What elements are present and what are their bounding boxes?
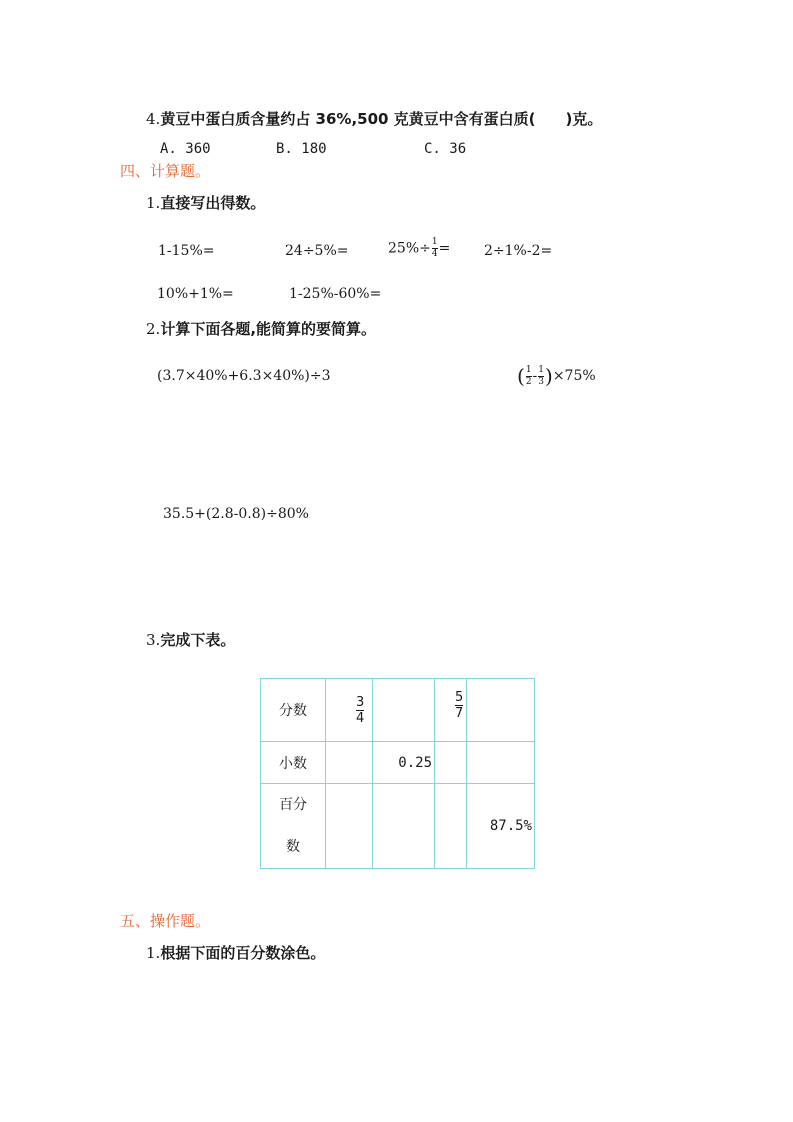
question-text: 根据下面的百分数涂色。 — [160, 944, 326, 962]
minus-sign: - — [532, 368, 538, 384]
fraction-half: $\frac{1}{2}$ — [525, 364, 532, 387]
question-text: 计算下面各题,能简算的要简算。 — [160, 320, 377, 338]
expr-part: ×75% — [552, 368, 596, 384]
answer-blank[interactable] — [536, 110, 566, 128]
question-number: 1. — [146, 944, 161, 962]
fraction-five-sevenths: $\frac{5}{7}$ — [455, 690, 464, 721]
section-heading-5: 五、操作题。 — [120, 912, 211, 930]
calc-expr-2: ( $\frac{1}{2}$ - $\frac{1}{3}$ )×75% — [517, 364, 596, 388]
option-b[interactable]: B. 180 — [276, 141, 327, 157]
cell-fraction-4[interactable] — [467, 679, 535, 742]
conversion-table — [260, 678, 535, 869]
cell-fraction-2[interactable] — [373, 679, 435, 742]
question-text: 黄豆中蛋白质含量约占 36%,500 克黄豆中含有蛋白质( — [160, 110, 536, 128]
direct-expr-4: 2÷1%-2= — [484, 243, 553, 259]
cell-decimal-3[interactable] — [435, 742, 467, 784]
calc-expr-3: 35.5+(2.8-0.8)÷80% — [163, 506, 309, 522]
direct-expr-5: 10%+1%= — [157, 286, 234, 302]
cell-decimal-4[interactable] — [467, 742, 535, 784]
fraction-three-quarters: $\frac{3}{4}$ — [356, 694, 365, 726]
cell-decimal-2: 0.25 — [373, 742, 435, 784]
fraction-one-quarter: $\frac{1}{4}$ — [431, 237, 438, 259]
fraction-third: $\frac{1}{3}$ — [538, 364, 545, 387]
question-number: 4. — [146, 110, 161, 128]
expr-part: 25%÷ — [388, 240, 431, 257]
question-5-1 — [146, 942, 325, 963]
question-4 — [146, 108, 602, 129]
question-text: 完成下表。 — [160, 631, 236, 649]
cell-fraction-1[interactable] — [326, 679, 373, 742]
direct-expr-1: 1-15%= — [158, 243, 215, 259]
option-a[interactable]: A. 360 — [160, 141, 211, 157]
question-2 — [146, 318, 376, 339]
row-label-percent — [261, 784, 326, 869]
question-text: 直接写出得数。 — [160, 194, 266, 212]
question-number: 2. — [146, 320, 161, 338]
row-label-percent-line1: 百分 — [279, 797, 307, 813]
cell-percent-4: 87.5% — [467, 784, 535, 869]
row-label-percent-line2: 数 — [286, 839, 300, 855]
cell-percent-1[interactable] — [326, 784, 373, 869]
row-label-fraction: 分数 — [261, 679, 326, 742]
row-label-decimal: 小数 — [261, 742, 326, 784]
section-heading-4: 四、计算题。 — [120, 162, 211, 180]
question-number: 1. — [146, 194, 161, 212]
cell-decimal-1[interactable] — [326, 742, 373, 784]
question-number: 3. — [146, 631, 161, 649]
direct-expr-3 — [388, 238, 450, 259]
expr-part: = — [438, 240, 451, 257]
calc-expr-1: (3.7×40%+6.3×40%)÷3 — [157, 368, 331, 384]
question-tail: )克。 — [565, 110, 603, 128]
direct-expr-2: 24÷5%= — [285, 243, 349, 259]
cell-fraction-3[interactable] — [435, 679, 467, 742]
question-1 — [146, 192, 265, 213]
cell-percent-3[interactable] — [435, 784, 467, 869]
cell-percent-2[interactable] — [373, 784, 435, 869]
option-c[interactable]: C. 36 — [424, 141, 467, 157]
question-3 — [146, 629, 235, 650]
direct-expr-6: 1-25%-60%= — [289, 286, 382, 302]
